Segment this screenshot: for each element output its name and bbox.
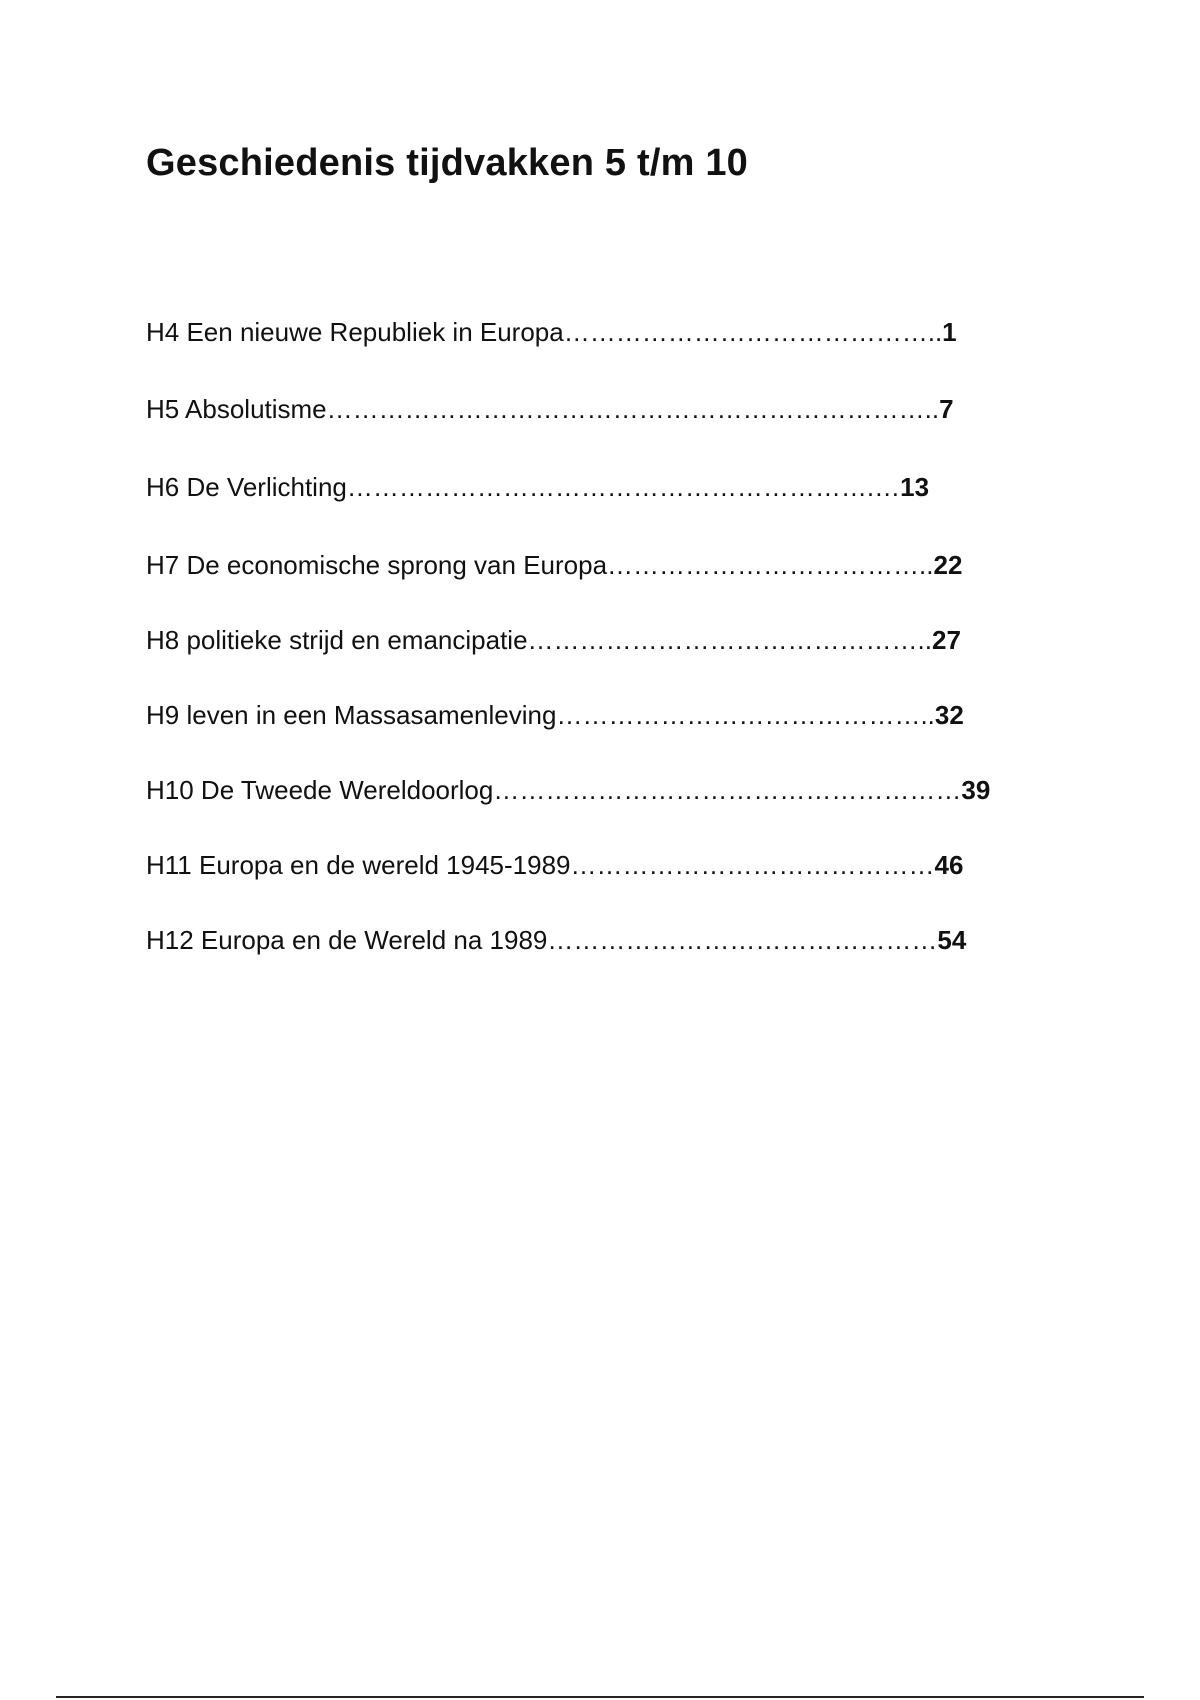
toc-entry-h11[interactable] xyxy=(146,849,963,881)
toc-dot-leader: …………………………………… xyxy=(570,850,935,880)
toc-page-number: 13 xyxy=(900,472,930,502)
toc-dot-leader: ……………………………………….. xyxy=(527,625,932,655)
toc-dot-leader: …………………………………………………………….. xyxy=(326,394,940,424)
toc-page-number: 39 xyxy=(961,775,991,805)
toc-entry-h9[interactable] xyxy=(146,699,964,731)
toc-entry-h4[interactable] xyxy=(146,316,957,348)
toc-page-number: 46 xyxy=(934,850,964,880)
toc-dot-leader: …………………………………….. xyxy=(563,317,943,347)
toc-entry-label: H11 Europa en de wereld 1945-1989 xyxy=(146,850,571,880)
toc-entry-h6[interactable] xyxy=(146,471,929,503)
page-title: Geschiedenis tijdvakken 5 t/m 10 xyxy=(146,142,749,184)
footer-divider xyxy=(56,1696,1144,1698)
toc-entry-h8[interactable] xyxy=(146,624,961,656)
toc-entry-label: H4 Een nieuwe Republiek in Europa xyxy=(146,317,564,347)
toc-entry-h12[interactable] xyxy=(146,924,966,956)
toc-page-number: 27 xyxy=(932,625,961,655)
toc-dot-leader: ……………………………………………… xyxy=(493,775,962,805)
toc-entry-label: H6 De Verlichting xyxy=(146,472,347,502)
toc-entry-h5[interactable] xyxy=(146,393,954,425)
toc-entry-label: H9 leven in een Massasamenleving xyxy=(146,700,557,730)
toc-page-number: 22 xyxy=(933,550,963,580)
toc-dot-leader: …………………………………….. xyxy=(556,700,935,730)
toc-entry-label: H10 De Tweede Wereldoorlog xyxy=(146,775,494,805)
toc-page-number: 1 xyxy=(942,317,957,347)
toc-page-number: 7 xyxy=(939,394,954,424)
toc-dot-leader: ……………………………….. xyxy=(607,550,934,580)
toc-page-number: 32 xyxy=(934,700,964,730)
toc-entry-label: H7 De economische sprong van Europa xyxy=(146,550,608,580)
toc-entry-label: H12 Europa en de Wereld na 1989 xyxy=(146,925,548,955)
toc-dot-leader: ……………………………………… xyxy=(547,925,938,955)
toc-entry-label: H8 politieke strijd en emancipatie xyxy=(146,625,528,655)
toc-dot-leader: …………………………………………………….… xyxy=(346,472,901,502)
toc-entry-h10[interactable] xyxy=(146,774,990,806)
toc-entry-label: H5 Absolutisme xyxy=(146,394,327,424)
toc-entry-h7[interactable] xyxy=(146,549,962,581)
toc-page-number: 54 xyxy=(937,925,967,955)
